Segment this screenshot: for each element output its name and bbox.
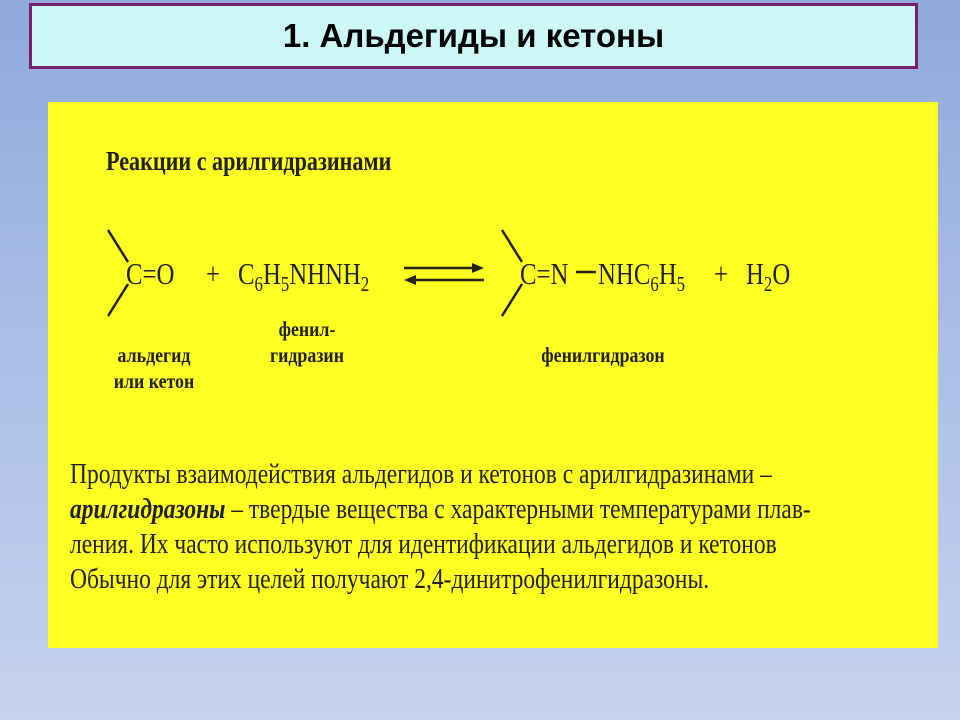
formula-part: H: [658, 256, 677, 291]
section-heading: Реакции с арилгидразинами: [106, 146, 392, 176]
paragraph-line: Обычно для этих целей получают 2,4-динитрофенилгидразоны.: [70, 563, 710, 595]
slide-title: 1. Альдегиды и кетоны: [282, 17, 665, 54]
plus-sign: +: [714, 256, 728, 291]
formula-subscript: 6: [650, 272, 659, 296]
label-phenylhydrazine: [260, 316, 354, 368]
formula-subscript: 6: [254, 272, 263, 296]
formula-part: H: [262, 256, 281, 291]
formula-subscript: 5: [676, 272, 686, 296]
label-line: альдегид: [117, 343, 191, 367]
product-group: C=N: [520, 256, 569, 291]
formula-part: C: [238, 256, 255, 291]
water-formula: [746, 256, 791, 296]
formula-subscript: 5: [280, 272, 290, 296]
label-aldehyde-ketone: [103, 342, 205, 394]
equilibrium-arrows-icon: [404, 263, 484, 285]
bond-line: [108, 284, 128, 316]
formula-subscript: 2: [360, 272, 370, 296]
formula-part: NHNH: [289, 256, 361, 291]
paragraph-line: Продукты взаимодействия альдегидов и кетонов с арилгидразинами –: [70, 458, 772, 490]
slide-title-box: [29, 3, 918, 69]
content-panel: [48, 102, 938, 648]
term-arylhydrazones: арилгидразоны: [70, 493, 226, 525]
reactant-carbonyl: [126, 256, 174, 292]
paragraph-line: [70, 492, 929, 527]
label-line: или кетон: [113, 369, 195, 393]
bond-line: [108, 230, 128, 262]
bond-line: [502, 284, 522, 316]
description-paragraph: [70, 457, 929, 597]
formula-part: NHC: [598, 256, 651, 291]
paragraph-line: ления. Их часто используют для идентификации альдегидов и кетонов: [70, 528, 777, 560]
carbonyl-formula: C=O: [126, 256, 175, 291]
paragraph-text: – твердые вещества с характерными температурами плав-: [225, 493, 811, 525]
formula-part: O: [772, 256, 791, 291]
label-line: фенил-: [278, 317, 336, 341]
plus-sign: +: [206, 256, 220, 291]
formula-part: H: [746, 256, 764, 291]
product-phenyl: [598, 256, 686, 296]
bond-line: [502, 230, 522, 262]
label-phenylhydrazone: фенилгидразон: [541, 343, 665, 367]
label-line: гидразин: [269, 343, 345, 367]
reactant-phenylhydrazine: [238, 256, 370, 296]
formula-subscript: 2: [763, 272, 773, 296]
